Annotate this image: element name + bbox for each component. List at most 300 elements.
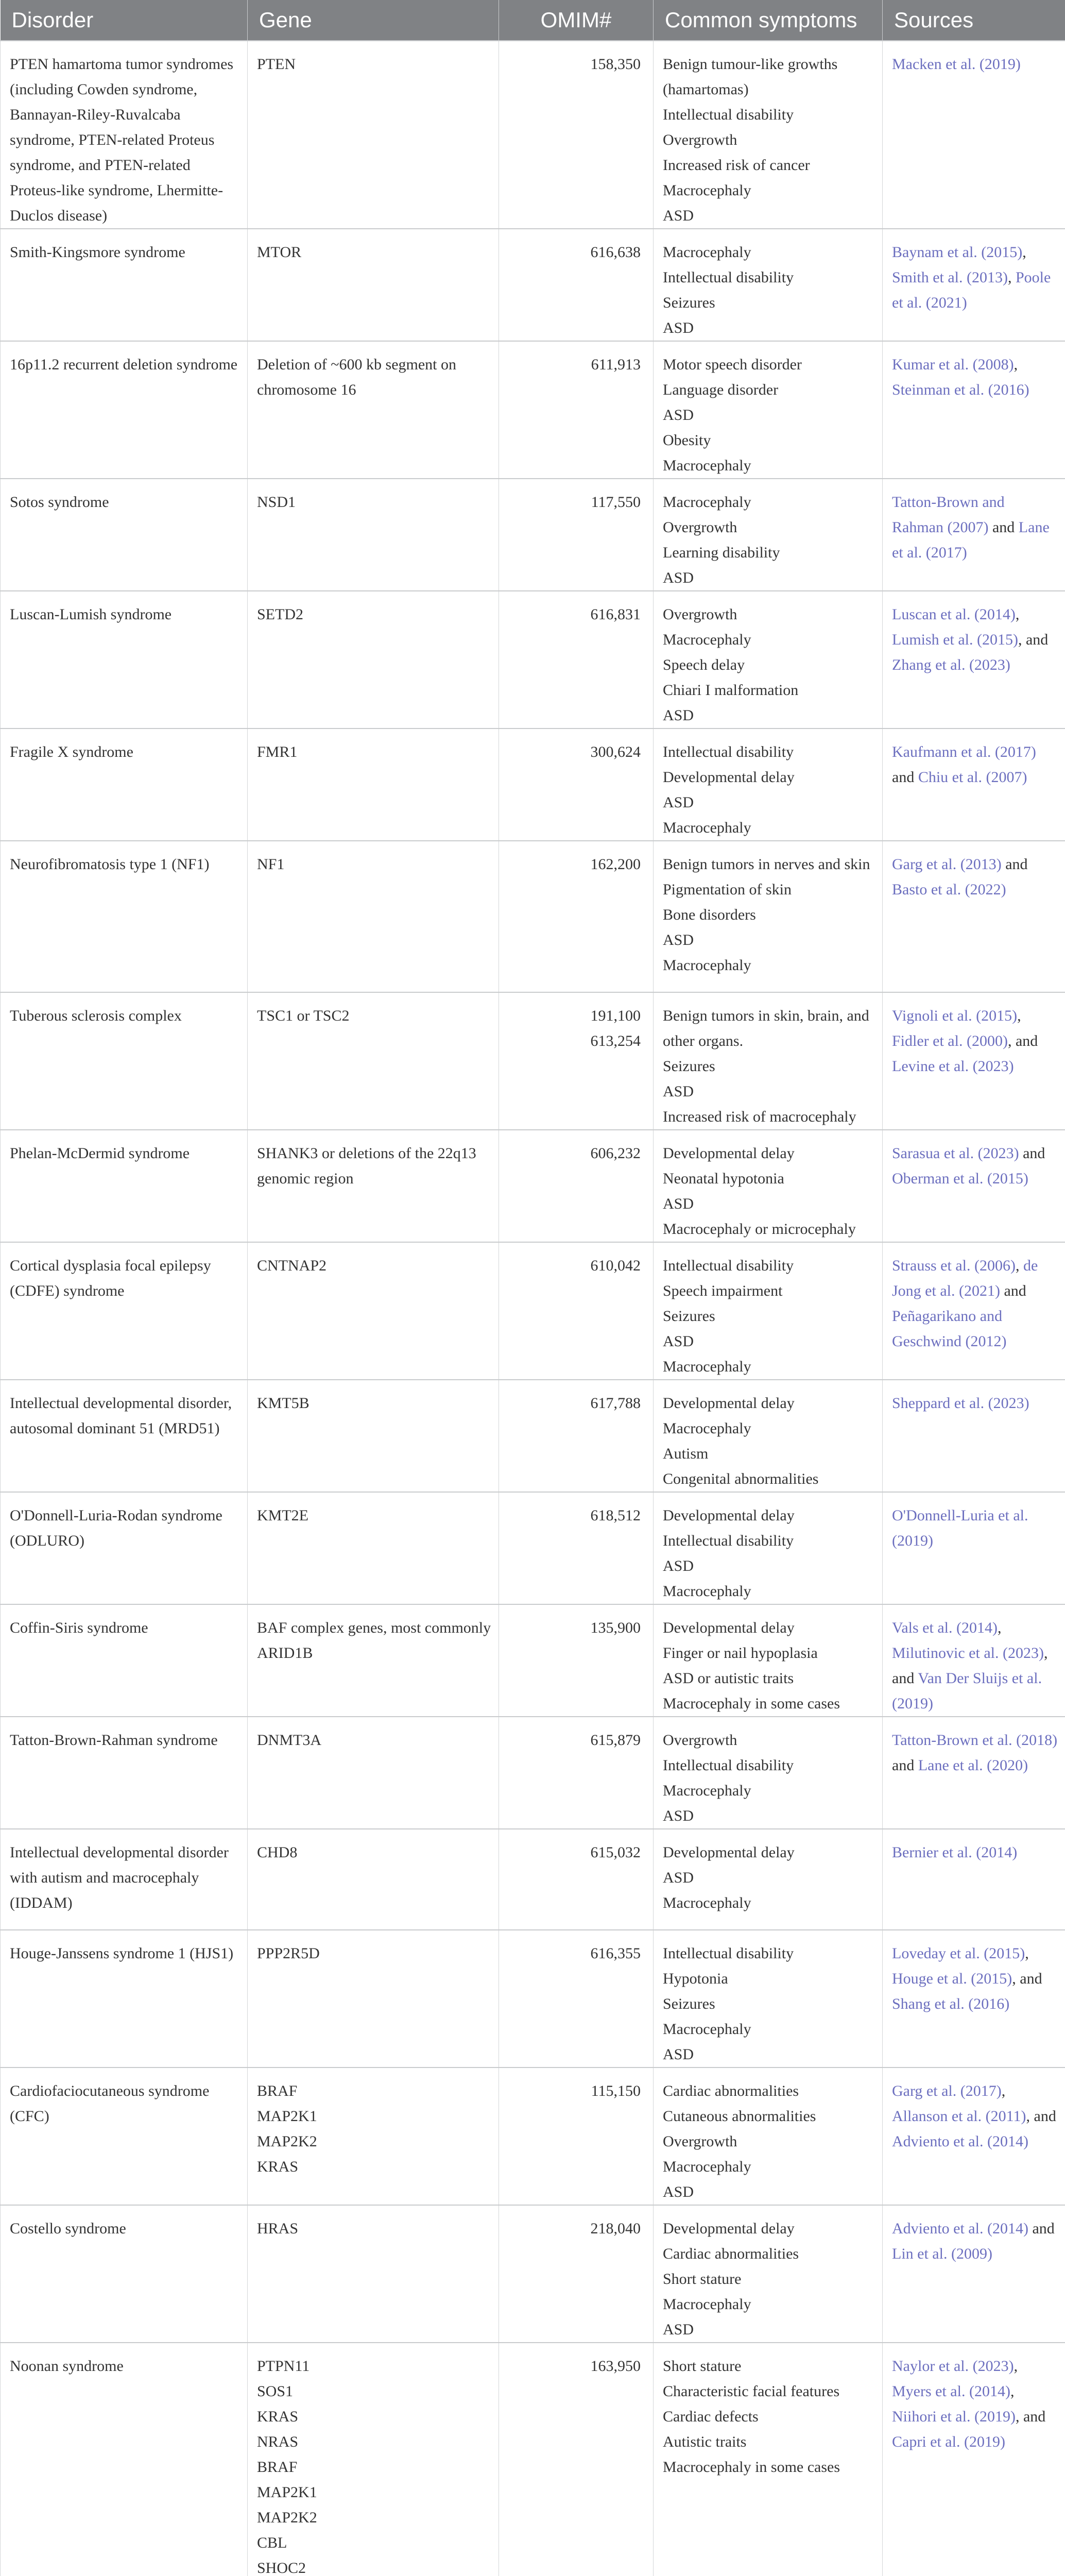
cell-disorder: Noonan syndrome [1,2343,248,2576]
cell-disorder: Intellectual developmental disorder with autism and macrocephaly (IDDAM) [1,1829,248,1930]
cell-symptoms [654,41,883,229]
source-separator: , [997,1619,1002,1636]
cell-gene [248,2205,499,2343]
cell-omim [499,841,654,992]
omim-number: 158,350 [590,56,641,73]
symptom-item: ASD [663,2183,694,2200]
source-link[interactable]: Capri et al. (2019) [892,2433,1005,2450]
cell-gene [248,479,499,591]
source-link[interactable]: Kaufmann et al. (2017) [892,743,1036,760]
gene-item: MAP2K2 [257,2133,317,2150]
source-link[interactable]: Vignoli et al. (2015) [892,1007,1018,1024]
omim-number: 617,788 [590,1395,641,1412]
symptom-item: Macrocephaly in some cases [663,2459,840,2476]
omim-number: 616,638 [590,244,641,261]
symptom-item: Speech delay [663,656,745,673]
source-link[interactable]: Lumish et al. (2015) [892,631,1018,648]
symptom-item: Macrocephaly [663,1358,751,1375]
omim-number: 618,512 [590,1507,641,1524]
source-separator: , [1015,1257,1023,1274]
gene-item: NF1 [257,856,285,873]
cell-gene [248,591,499,728]
header-gene: Gene [248,0,499,41]
cell-sources [883,41,1065,229]
cell-sources [883,341,1065,479]
source-separator: , and [1026,2108,1056,2125]
symptom-item: Macrocephaly [663,2158,751,2175]
symptom-item: Increased risk of macrocephaly [663,1108,856,1125]
cell-disorder: O'Donnell-Luria-Rodan syndrome (ODLURO) [1,1492,248,1604]
symptom-item: Hypotonia [663,1970,728,1987]
symptom-item: ASD [663,319,694,336]
source-separator: , [1001,2082,1006,2099]
symptom-item: Seizures [663,1995,715,2012]
symptom-item: Neonatal hypotonia [663,1170,784,1187]
symptom-item: Cardiac abnormalities [663,2082,799,2099]
gene-item: KMT5B [257,1395,310,1412]
gene-item: NSD1 [257,494,296,511]
cell-gene [248,341,499,479]
source-link[interactable]: Tatton-Brown et al. (2018) [892,1732,1058,1749]
source-link[interactable]: Loveday et al. (2015) [892,1945,1025,1962]
symptom-item: Macrocephaly [663,457,751,474]
table-header [1,0,1065,41]
symptom-item: Macrocephaly [663,2296,751,2313]
symptom-item: Macrocephaly [663,494,751,511]
symptom-item: Developmental delay [663,1844,795,1861]
gene-item: FMR1 [257,743,298,760]
omim-number: 610,042 [590,1257,641,1274]
cell-gene [248,1242,499,1380]
gene-item: SHOC2 [257,2560,306,2576]
source-separator: and [892,769,918,786]
symptom-item: Seizures [663,294,715,311]
symptom-item: ASD [663,406,694,423]
cell-omim [499,479,654,591]
table-row [1,992,1065,1130]
cell-disorder: PTEN hamartoma tumor syndromes (including Cowden syndrome, Bannayan-Riley-Ruvalcaba syndrome, PTEN-related Proteus syndrome, and PTEN-related Proteus-like syndrome, Lhermitte-Duclos disease) [1,41,248,229]
gene-item: MAP2K2 [257,2509,317,2526]
cell-gene [248,992,499,1130]
table-row [1,2343,1065,2576]
symptom-item: Overgrowth [663,606,737,623]
cell-symptoms [654,1380,883,1492]
cell-omim [499,1130,654,1242]
cell-sources [883,479,1065,591]
symptom-item: Macrocephaly [663,957,751,974]
header-sources: Sources [883,0,1065,41]
source-link[interactable]: Vals et al. (2014) [892,1619,998,1636]
symptom-item: Macrocephaly [663,1420,751,1437]
source-link[interactable]: Steinman et al. (2016) [892,381,1029,398]
cell-symptoms [654,841,883,992]
source-separator: and [892,1757,918,1774]
cell-disorder: Fragile X syndrome [1,728,248,841]
table-row [1,1492,1065,1604]
cell-symptoms [654,2205,883,2343]
omim-number: 162,200 [590,856,641,873]
header-symptoms: Common symptoms [654,0,883,41]
source-link[interactable]: Tatton-Brown and Rahman (2007) [892,494,1005,536]
cell-omim [499,728,654,841]
symptom-item: Seizures [663,1308,715,1325]
omim-number: 616,355 [590,1945,641,1962]
cell-sources [883,1829,1065,1930]
cell-gene [248,1717,499,1829]
source-link[interactable]: Shang et al. (2016) [892,1995,1010,2012]
source-link[interactable]: Naylor et al. (2023) [892,2358,1014,2375]
source-link[interactable]: Niihori et al. (2019) [892,2408,1016,2425]
symptom-item: ASD [663,569,694,586]
omim-number: 615,032 [590,1844,641,1861]
gene-item: SETD2 [257,606,303,623]
symptom-item: Overgrowth [663,2133,737,2150]
symptom-item: Language disorder [663,381,779,398]
symptom-item: Bone disorders [663,906,756,923]
cell-gene [248,841,499,992]
symptom-item: Macrocephaly [663,1583,751,1600]
gene-item: BRAF [257,2459,298,2476]
source-link[interactable]: de Jong et al. (2021) [892,1257,1038,1299]
cell-sources [883,2343,1065,2576]
gene-item: HRAS [257,2220,299,2237]
cell-omim [499,1604,654,1717]
symptom-item: Motor speech disorder [663,356,802,373]
cell-disorder: Neurofibromatosis type 1 (NF1) [1,841,248,992]
symptom-item: Developmental delay [663,2220,795,2237]
source-link[interactable]: Zhang et al. (2023) [892,656,1010,673]
omim-number: 613,254 [590,1032,641,1049]
symptom-item: Characteristic facial features [663,2383,840,2400]
table-row [1,1242,1065,1380]
source-link[interactable]: Kumar et al. (2008) [892,356,1014,373]
omim-number: 611,913 [591,356,641,373]
symptom-item: Finger or nail hypoplasia [663,1645,818,1662]
symptom-item: Intellectual disability [663,1945,794,1962]
cell-sources [883,992,1065,1130]
cell-disorder: Costello syndrome [1,2205,248,2343]
cell-disorder: Phelan-McDermid syndrome [1,1130,248,1242]
cell-omim [499,1829,654,1930]
symptom-item: Macrocephaly [663,1894,751,1911]
source-link[interactable]: Allanson et al. (2011) [892,2108,1026,2125]
source-separator: and [1028,2220,1055,2237]
symptom-item: Chiari I malformation [663,682,799,699]
cell-sources [883,1380,1065,1492]
cell-disorder: Cortical dysplasia focal epilepsy (CDFE) syndrome [1,1242,248,1380]
cell-sources [883,1604,1065,1717]
source-link[interactable]: Peñagarikano and Geschwind (2012) [892,1308,1007,1350]
symptom-item: Cardiac defects [663,2408,759,2425]
symptom-item: Macrocephaly in some cases [663,1695,840,1712]
cell-symptoms [654,1130,883,1242]
cell-omim [499,41,654,229]
source-separator: , and [1015,2408,1046,2425]
symptom-item: Macrocephaly [663,2021,751,2038]
gene-item: KRAS [257,2408,299,2425]
source-link[interactable]: Fidler et al. (2000) [892,1032,1008,1049]
cell-sources [883,1130,1065,1242]
symptom-item: Overgrowth [663,519,737,536]
cell-omim [499,1492,654,1604]
symptom-item: Learning disability [663,544,780,561]
gene-item: MTOR [257,244,302,261]
cell-symptoms [654,1930,883,2067]
cell-symptoms [654,728,883,841]
omim-number: 115,150 [591,2082,641,2099]
table-row [1,41,1065,229]
source-link[interactable]: Adviento et al. (2014) [892,2220,1028,2237]
symptom-item: Macrocephaly [663,631,751,648]
source-link[interactable]: Oberman et al. (2015) [892,1170,1028,1187]
cell-sources [883,1242,1065,1380]
symptom-item: Pigmentation of skin [663,881,792,898]
source-separator: , [1010,2383,1015,2400]
cell-symptoms [654,1717,883,1829]
source-link[interactable]: Macken et al. (2019) [892,56,1021,73]
cell-symptoms [654,1604,883,1717]
source-link[interactable]: Lane et al. (2017) [892,519,1050,561]
symptom-item: Autism [663,1445,709,1462]
symptom-item: ASD [663,1195,694,1212]
symptom-item: Intellectual disability [663,106,794,123]
omim-number: 117,550 [591,494,641,511]
header-disorder: Disorder [1,0,248,41]
source-link[interactable]: Strauss et al. (2006) [892,1257,1016,1274]
cell-symptoms [654,1829,883,1930]
cell-omim [499,591,654,728]
symptom-item: Cutaneous abnormalities [663,2108,816,2125]
gene-item: CNTNAP2 [257,1257,327,1274]
source-separator: , and [1007,1032,1038,1049]
symptom-item: Developmental delay [663,769,795,786]
header-row [1,0,1065,41]
source-link[interactable]: Levine et al. (2023) [892,1058,1014,1075]
source-link[interactable]: Baynam et al. (2015) [892,244,1023,261]
gene-item: KMT2E [257,1507,308,1524]
cell-disorder: Cardiofaciocutaneous syndrome (CFC) [1,2067,248,2205]
omim-number: 615,879 [590,1732,641,1749]
gene-item: PTEN [257,56,296,73]
cell-sources [883,1717,1065,1829]
cell-sources [883,1492,1065,1604]
cell-symptoms [654,229,883,341]
source-separator: and [1000,1282,1026,1299]
source-link[interactable]: Sarasua et al. (2023) [892,1145,1019,1162]
source-link[interactable]: Myers et al. (2014) [892,2383,1010,2400]
cell-gene [248,1829,499,1930]
symptom-item: Overgrowth [663,131,737,148]
symptom-item: ASD [663,207,694,224]
table-row [1,341,1065,479]
source-separator: , [1015,606,1020,623]
symptom-item: Short stature [663,2270,742,2287]
source-separator: , [1007,269,1016,286]
table-body [1,41,1065,2576]
cell-gene [248,41,499,229]
symptom-item: Benign tumors in skin, brain, and other organs. [663,1007,869,1049]
symptom-item: Developmental delay [663,1395,795,1412]
source-link[interactable]: Bernier et al. (2014) [892,1844,1018,1861]
source-separator: , [1017,1007,1021,1024]
source-separator: , [1014,2358,1018,2375]
cell-gene [248,1380,499,1492]
source-link[interactable]: Basto et al. (2022) [892,881,1006,898]
symptom-item: ASD [663,707,694,724]
cell-sources [883,229,1065,341]
cell-gene [248,1130,499,1242]
table-row [1,1130,1065,1242]
symptom-item: ASD [663,1869,694,1886]
source-separator: and [1001,856,1028,873]
cell-symptoms [654,591,883,728]
gene-item: TSC1 or TSC2 [257,1007,350,1024]
table-row [1,728,1065,841]
source-link[interactable]: Smith et al. (2013) [892,269,1008,286]
table-row [1,1930,1065,2067]
symptom-item: ASD [663,1557,694,1574]
source-separator: , [1022,244,1026,261]
source-link[interactable]: Houge et al. (2015) [892,1970,1012,1987]
symptom-item: Congenital abnormalities [663,1470,819,1487]
source-separator: , [1014,356,1018,373]
cell-gene [248,2343,499,2576]
table-row [1,229,1065,341]
table-row [1,479,1065,591]
symptom-item: Developmental delay [663,1507,795,1524]
gene-item: MAP2K1 [257,2108,317,2125]
symptom-item: Developmental delay [663,1145,795,1162]
gene-item: KRAS [257,2158,299,2175]
gene-item: DNMT3A [257,1732,321,1749]
source-link[interactable]: Adviento et al. (2014) [892,2133,1028,2150]
source-separator: and [988,519,1019,536]
symptom-item: Overgrowth [663,1732,737,1749]
omim-number: 191,100 [590,1007,641,1024]
symptom-item: Benign tumour-like growths (hamartomas) [663,56,838,98]
omim-number: 135,900 [590,1619,641,1636]
symptom-item: Obesity [663,432,711,449]
header-omim: OMIM# [499,0,654,41]
symptom-item: Intellectual disability [663,269,794,286]
omim-number: 300,624 [590,743,641,760]
symptom-item: Cardiac abnormalities [663,2245,799,2262]
symptom-item: Benign tumors in nerves and skin [663,856,870,873]
cell-sources [883,2205,1065,2343]
cell-symptoms [654,2067,883,2205]
cell-omim [499,2343,654,2576]
cell-omim [499,229,654,341]
symptom-item: ASD [663,1807,694,1824]
source-link[interactable]: Garg et al. (2013) [892,856,1002,873]
cell-omim [499,1242,654,1380]
cell-sources [883,841,1065,992]
cell-disorder: Smith-Kingsmore syndrome [1,229,248,341]
symptom-item: Macrocephaly [663,819,751,836]
symptom-item: ASD [663,2321,694,2338]
cell-disorder: Sotos syndrome [1,479,248,591]
cell-disorder: Houge-Janssens syndrome 1 (HJS1) [1,1930,248,2067]
symptom-item: Developmental delay [663,1619,795,1636]
symptom-item: ASD [663,1333,694,1350]
omim-number: 606,232 [590,1145,641,1162]
source-separator: , and [1018,631,1049,648]
cell-symptoms [654,992,883,1130]
symptom-item: Intellectual disability [663,743,794,760]
source-link[interactable]: Van Der Sluijs et al. (2019) [892,1670,1042,1712]
source-separator: , and [1012,1970,1042,1987]
symptom-item: Intellectual disability [663,1757,794,1774]
cell-omim [499,992,654,1130]
gene-item: NRAS [257,2433,299,2450]
cell-omim [499,2067,654,2205]
table-row [1,1380,1065,1492]
source-link[interactable]: Chiu et al. (2007) [918,769,1027,786]
cell-disorder: Tatton-Brown-Rahman syndrome [1,1717,248,1829]
symptom-item: ASD [663,2046,694,2063]
cell-disorder: Intellectual developmental disorder, autosomal dominant 51 (MRD51) [1,1380,248,1492]
cell-symptoms [654,2343,883,2576]
table-row [1,1717,1065,1829]
cell-omim [499,341,654,479]
gene-item: SOS1 [257,2383,294,2400]
table-row [1,2067,1065,2205]
source-link[interactable]: Sheppard et al. (2023) [892,1395,1029,1412]
gene-item: CHD8 [257,1844,298,1861]
cell-sources [883,728,1065,841]
cell-disorder: Tuberous sclerosis complex [1,992,248,1130]
symptom-item: Seizures [663,1058,715,1075]
gene-item: BRAF [257,2082,298,2099]
source-link[interactable]: Poole et al. (2021) [892,269,1051,311]
table-row [1,1604,1065,1717]
cell-gene [248,728,499,841]
source-separator: , and [892,1645,1048,1687]
table-row [1,2205,1065,2343]
source-link[interactable]: Lin et al. (2009) [892,2245,992,2262]
source-link[interactable]: Garg et al. (2017) [892,2082,1002,2099]
symptom-item: Intellectual disability [663,1532,794,1549]
cell-sources [883,1930,1065,2067]
source-separator: and [1019,1145,1045,1162]
cell-omim [499,2205,654,2343]
gene-item: CBL [257,2534,287,2551]
symptom-item: ASD [663,1083,694,1100]
cell-gene [248,2067,499,2205]
symptom-item: Speech impairment [663,1282,783,1299]
symptom-item: Intellectual disability [663,1257,794,1274]
omim-number: 616,831 [590,606,641,623]
cell-omim [499,1380,654,1492]
symptom-item: Macrocephaly or microcephaly [663,1221,856,1238]
omim-number: 218,040 [590,2220,641,2237]
cell-omim [499,1930,654,2067]
cell-disorder: Coffin-Siris syndrome [1,1604,248,1717]
symptom-item: Short stature [663,2358,742,2375]
symptom-item: ASD [663,931,694,948]
cell-gene [248,1604,499,1717]
cell-disorder: 16p11.2 recurrent deletion syndrome [1,341,248,479]
source-link[interactable]: Lane et al. (2020) [918,1757,1028,1774]
symptom-item: Autistic traits [663,2433,747,2450]
source-link[interactable]: Luscan et al. (2014) [892,606,1016,623]
symptom-item: Macrocephaly [663,182,751,199]
source-link[interactable]: O'Donnell-Luria et al. (2019) [892,1507,1028,1549]
cell-sources [883,2067,1065,2205]
source-link[interactable]: Milutinovic et al. (2023) [892,1645,1044,1662]
gene-item: SHANK3 or deletions of the 22q13 genomic region [257,1145,476,1187]
cell-disorder: Luscan-Lumish syndrome [1,591,248,728]
